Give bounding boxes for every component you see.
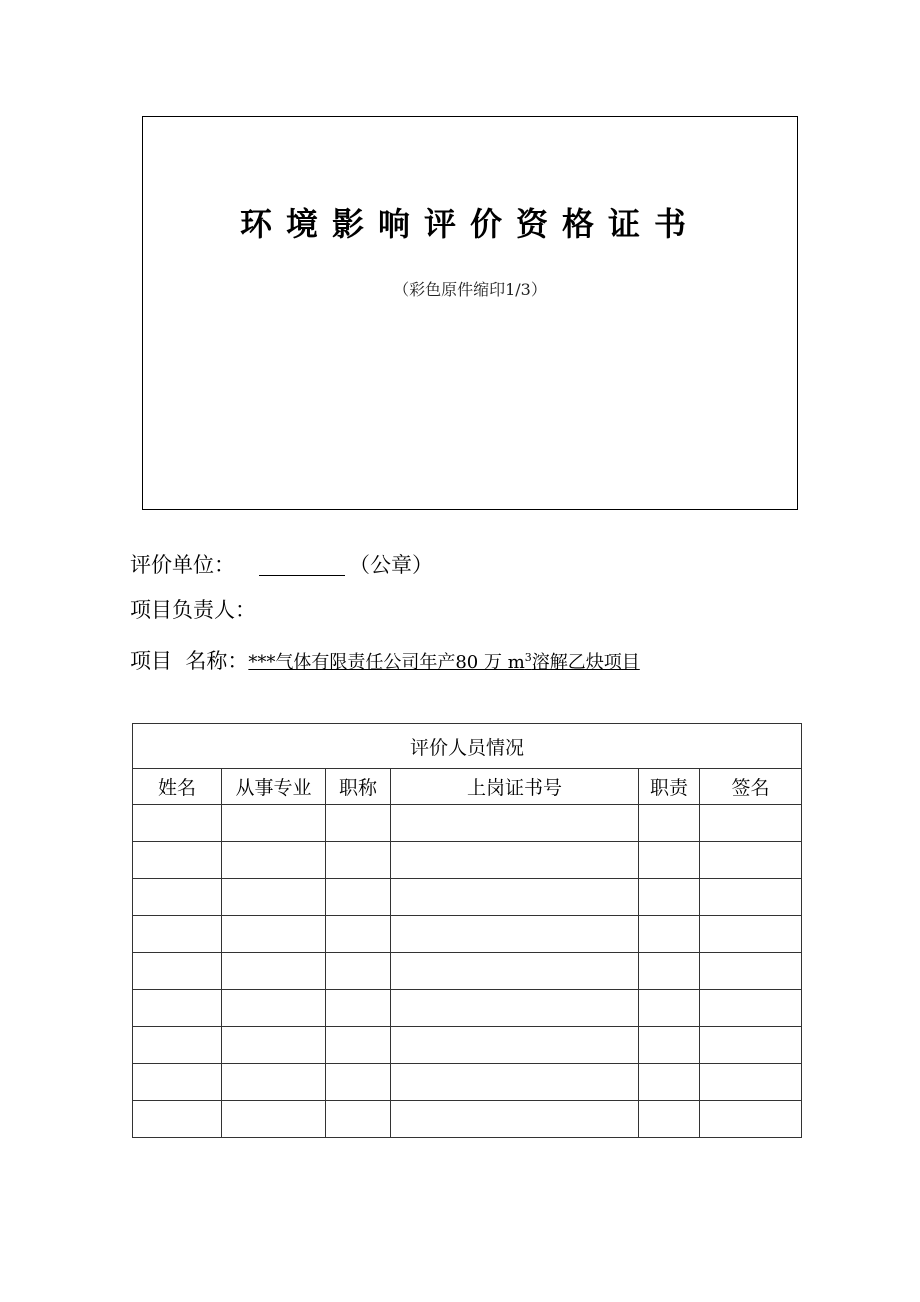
table-cell (391, 990, 639, 1027)
table-cell (700, 1027, 802, 1064)
evaluation-unit-blank (259, 553, 345, 576)
column-header: 职称 (326, 769, 391, 805)
staff-table-caption: 评价人员情况 (133, 724, 802, 769)
staff-table-body (133, 805, 802, 1138)
table-row (133, 916, 802, 953)
table-cell (222, 1064, 326, 1101)
table-cell (222, 879, 326, 916)
table-cell (222, 953, 326, 990)
table-cell (639, 916, 700, 953)
table-cell (133, 990, 222, 1027)
table-cell (700, 1101, 802, 1138)
table-cell (222, 916, 326, 953)
table-cell (639, 1064, 700, 1101)
table-row (133, 1101, 802, 1138)
table-cell (700, 953, 802, 990)
table-cell (700, 842, 802, 879)
table-cell (133, 916, 222, 953)
staff-table-header (133, 769, 802, 805)
certificate-image-frame (142, 116, 798, 510)
table-cell (133, 1101, 222, 1138)
table-cell (391, 1101, 639, 1138)
column-header: 上岗证书号 (391, 769, 639, 805)
table-cell (326, 1101, 391, 1138)
table-cell (222, 1027, 326, 1064)
table-cell (639, 990, 700, 1027)
table-cell (639, 1101, 700, 1138)
table-cell (133, 879, 222, 916)
table-row (133, 879, 802, 916)
project-leader-line (130, 594, 256, 624)
column-header: 签名 (700, 769, 802, 805)
table-cell (700, 1064, 802, 1101)
table-cell (326, 805, 391, 842)
table-cell (133, 805, 222, 842)
table-cell (326, 1027, 391, 1064)
column-header: 从事专业 (222, 769, 326, 805)
official-seal-label: （公章） (349, 553, 433, 577)
table-row (133, 953, 802, 990)
column-header: 姓名 (133, 769, 222, 805)
certificate-title: 环境影响评价资格证书 (239, 205, 700, 243)
table-row (133, 1027, 802, 1064)
evaluation-unit-label: 评价单位： (130, 553, 235, 577)
table-cell (133, 842, 222, 879)
table-cell (133, 953, 222, 990)
table-cell (391, 916, 639, 953)
table-cell (391, 1064, 639, 1101)
project-name-line (130, 645, 640, 675)
project-name-suffix: 溶解乙炔项目 (531, 652, 640, 673)
table-cell (391, 805, 639, 842)
table-cell (222, 1101, 326, 1138)
table-cell (222, 805, 326, 842)
table-cell (326, 879, 391, 916)
project-name-label: 项目 名称： (130, 649, 249, 673)
table-cell (222, 842, 326, 879)
table-cell (391, 842, 639, 879)
project-leader-label: 项目负责人： (130, 598, 256, 622)
table-cell (391, 879, 639, 916)
table-cell (326, 842, 391, 879)
table-row (133, 805, 802, 842)
table-cell (326, 953, 391, 990)
project-name-value (248, 652, 639, 673)
table-row (133, 1064, 802, 1101)
table-cell (326, 1064, 391, 1101)
column-header: 职责 (639, 769, 700, 805)
table-cell (700, 990, 802, 1027)
table-cell (639, 953, 700, 990)
table-cell (639, 805, 700, 842)
table-cell (326, 990, 391, 1027)
project-name-superscript: 3 (524, 651, 532, 664)
table-cell (391, 1027, 639, 1064)
certificate-note: （彩色原件缩印1/3） (393, 280, 547, 299)
table-cell (222, 990, 326, 1027)
table-cell (639, 1027, 700, 1064)
table-cell (639, 842, 700, 879)
table-cell (700, 879, 802, 916)
table-cell (700, 916, 802, 953)
staff-table (132, 723, 802, 1138)
table-cell (133, 1027, 222, 1064)
evaluation-unit-line (130, 549, 433, 579)
table-cell (326, 916, 391, 953)
project-name-prefix: ***气体有限责任公司年产80 万 m (248, 652, 525, 673)
table-cell (639, 879, 700, 916)
table-cell (133, 1064, 222, 1101)
table-row (133, 842, 802, 879)
table-cell (391, 953, 639, 990)
table-row (133, 990, 802, 1027)
table-cell (700, 805, 802, 842)
